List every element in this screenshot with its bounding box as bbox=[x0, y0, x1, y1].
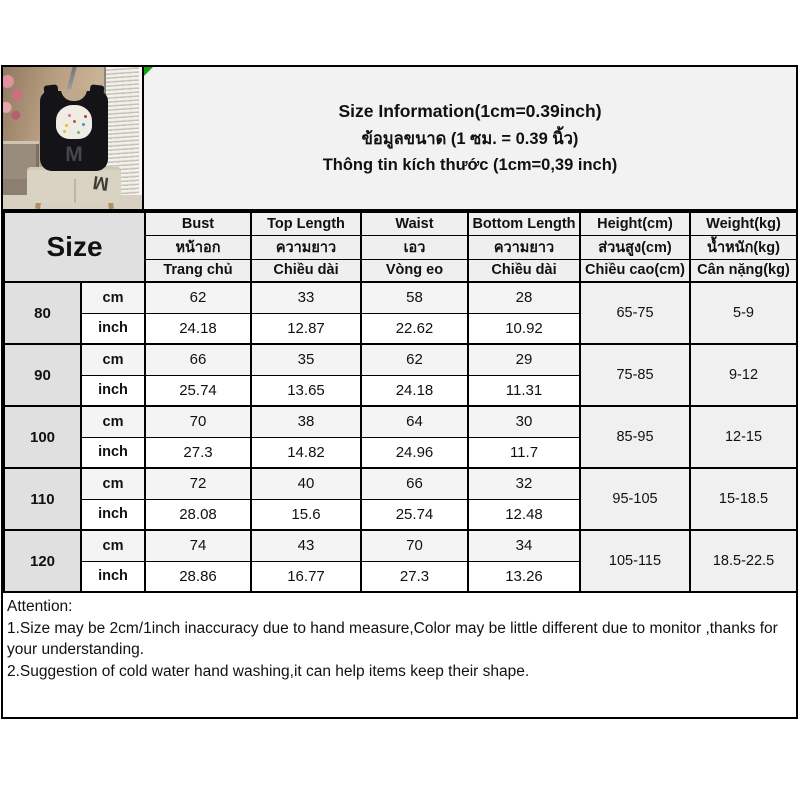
unit-label-inch: inch bbox=[81, 561, 145, 592]
size-chart-sheet bbox=[1, 65, 798, 719]
weight-range: 12-15 bbox=[690, 406, 797, 468]
col-header-height: Height(cm) bbox=[580, 212, 690, 235]
cell-value: 24.18 bbox=[145, 313, 251, 344]
cell-value: 22.62 bbox=[361, 313, 468, 344]
table-row bbox=[4, 468, 797, 499]
col-header-height-vi: Chiều cao(cm) bbox=[580, 259, 690, 282]
patch-dots bbox=[73, 120, 76, 123]
size-label: 100 bbox=[4, 406, 81, 468]
height-range: 105-115 bbox=[580, 530, 690, 592]
unit-label-inch: inch bbox=[81, 437, 145, 468]
height-range: 95-105 bbox=[580, 468, 690, 530]
green-corner-marker bbox=[144, 67, 153, 76]
title-vietnamese: Thông tin kích thước (1cm=0,39 inch) bbox=[322, 156, 618, 174]
weight-range: 5-9 bbox=[690, 282, 797, 344]
size-column-header: Size bbox=[4, 212, 145, 282]
cell-value: 33 bbox=[251, 282, 361, 313]
top-row bbox=[3, 67, 796, 211]
cell-value: 11.31 bbox=[468, 375, 580, 406]
cell-value: 12.48 bbox=[468, 499, 580, 530]
shorts-graphic bbox=[27, 167, 121, 203]
attention-item-2: 2.Suggestion of cold water hand washing,it can help items keep their shape. bbox=[7, 662, 530, 680]
header-row-english bbox=[4, 212, 797, 235]
col-header-weight-vi: Cân nặng(kg) bbox=[690, 259, 797, 282]
unit-label-cm: cm bbox=[81, 530, 145, 561]
product-photo bbox=[3, 67, 144, 209]
col-header-bottom-length-th: ความยาว bbox=[468, 235, 580, 259]
unit-label-cm: cm bbox=[81, 344, 145, 375]
col-header-top-length-th: ความยาว bbox=[251, 235, 361, 259]
col-header-top-length-vi: Chiều dài bbox=[251, 259, 361, 282]
cell-value: 13.65 bbox=[251, 375, 361, 406]
cell-value: 74 bbox=[145, 530, 251, 561]
attention-section bbox=[3, 593, 796, 717]
size-label: 90 bbox=[4, 344, 81, 406]
height-range: 65-75 bbox=[580, 282, 690, 344]
size-table bbox=[3, 211, 798, 593]
col-header-weight: Weight(kg) bbox=[690, 212, 797, 235]
cell-value: 30 bbox=[468, 406, 580, 437]
cell-value: 10.92 bbox=[468, 313, 580, 344]
cell-value: 29 bbox=[468, 344, 580, 375]
cell-value: 35 bbox=[251, 344, 361, 375]
flower-decoration bbox=[3, 71, 27, 123]
col-header-waist-vi: Vòng eo bbox=[361, 259, 468, 282]
col-header-top-length: Top Length bbox=[251, 212, 361, 235]
title-thai: ข้อมูลขนาด (1 ซม. = 0.39 นิ้ว) bbox=[361, 130, 579, 148]
cell-value: 43 bbox=[251, 530, 361, 561]
shorts-split bbox=[74, 179, 76, 203]
size-label: 80 bbox=[4, 282, 81, 344]
cell-value: 15.6 bbox=[251, 499, 361, 530]
col-header-bust-vi: Trang chủ bbox=[145, 259, 251, 282]
cell-value: 28 bbox=[468, 282, 580, 313]
unit-label-inch: inch bbox=[81, 375, 145, 406]
shorts-letter: M bbox=[91, 171, 111, 194]
cell-value: 16.77 bbox=[251, 561, 361, 592]
unit-label-inch: inch bbox=[81, 499, 145, 530]
cell-value: 38 bbox=[251, 406, 361, 437]
size-label: 120 bbox=[4, 530, 81, 592]
cell-value: 40 bbox=[251, 468, 361, 499]
table-row bbox=[4, 282, 797, 313]
attention-title: Attention: bbox=[7, 598, 73, 615]
cell-value: 25.74 bbox=[361, 499, 468, 530]
size-label: 110 bbox=[4, 468, 81, 530]
col-header-bust-th: หน้าอก bbox=[145, 235, 251, 259]
cell-value: 28.08 bbox=[145, 499, 251, 530]
cell-value: 14.82 bbox=[251, 437, 361, 468]
col-header-waist: Waist bbox=[361, 212, 468, 235]
cell-value: 24.96 bbox=[361, 437, 468, 468]
cell-value: 27.3 bbox=[145, 437, 251, 468]
unit-label-cm: cm bbox=[81, 282, 145, 313]
col-header-bust: Bust bbox=[145, 212, 251, 235]
cell-value: 12.87 bbox=[251, 313, 361, 344]
height-range: 75-85 bbox=[580, 344, 690, 406]
vest-patch bbox=[56, 105, 92, 139]
unit-label-inch: inch bbox=[81, 313, 145, 344]
cell-value: 62 bbox=[145, 282, 251, 313]
cell-value: 32 bbox=[468, 468, 580, 499]
weight-range: 18.5-22.5 bbox=[690, 530, 797, 592]
vest-letter: M bbox=[65, 143, 83, 166]
attention-item-1: 1.Size may be 2cm/1inch inaccuracy due to hand measure,Color may be little different due to monitor ,thanks for your understanding. bbox=[7, 619, 778, 658]
height-range: 85-95 bbox=[580, 406, 690, 468]
cell-value: 13.26 bbox=[468, 561, 580, 592]
window-light bbox=[139, 67, 142, 209]
vest-shoulder-tab bbox=[90, 84, 105, 95]
col-header-waist-th: เอว bbox=[361, 235, 468, 259]
table-row bbox=[4, 344, 797, 375]
cell-value: 58 bbox=[361, 282, 468, 313]
cell-value: 62 bbox=[361, 344, 468, 375]
weight-range: 9-12 bbox=[690, 344, 797, 406]
cell-value: 64 bbox=[361, 406, 468, 437]
cell-value: 25.74 bbox=[145, 375, 251, 406]
cell-value: 27.3 bbox=[361, 561, 468, 592]
cell-value: 24.18 bbox=[361, 375, 468, 406]
title-english: Size Information(1cm=0.39inch) bbox=[338, 101, 602, 121]
cell-value: 72 bbox=[145, 468, 251, 499]
cell-value: 70 bbox=[361, 530, 468, 561]
title-block bbox=[144, 67, 796, 209]
vest-neckline bbox=[61, 89, 87, 101]
cell-value: 70 bbox=[145, 406, 251, 437]
vest-graphic bbox=[40, 91, 108, 171]
cell-value: 66 bbox=[361, 468, 468, 499]
weight-range: 15-18.5 bbox=[690, 468, 797, 530]
table-row bbox=[4, 406, 797, 437]
col-header-bottom-length: Bottom Length bbox=[468, 212, 580, 235]
col-header-bottom-length-vi: Chiều dài bbox=[468, 259, 580, 282]
cell-value: 28.86 bbox=[145, 561, 251, 592]
col-header-weight-th: น้ำหนัก(kg) bbox=[690, 235, 797, 259]
cell-value: 34 bbox=[468, 530, 580, 561]
vest-shoulder-tab bbox=[44, 84, 59, 95]
col-header-height-th: ส่วนสูง(cm) bbox=[580, 235, 690, 259]
unit-label-cm: cm bbox=[81, 468, 145, 499]
cell-value: 11.7 bbox=[468, 437, 580, 468]
cell-value: 66 bbox=[145, 344, 251, 375]
table-row bbox=[4, 530, 797, 561]
unit-label-cm: cm bbox=[81, 406, 145, 437]
